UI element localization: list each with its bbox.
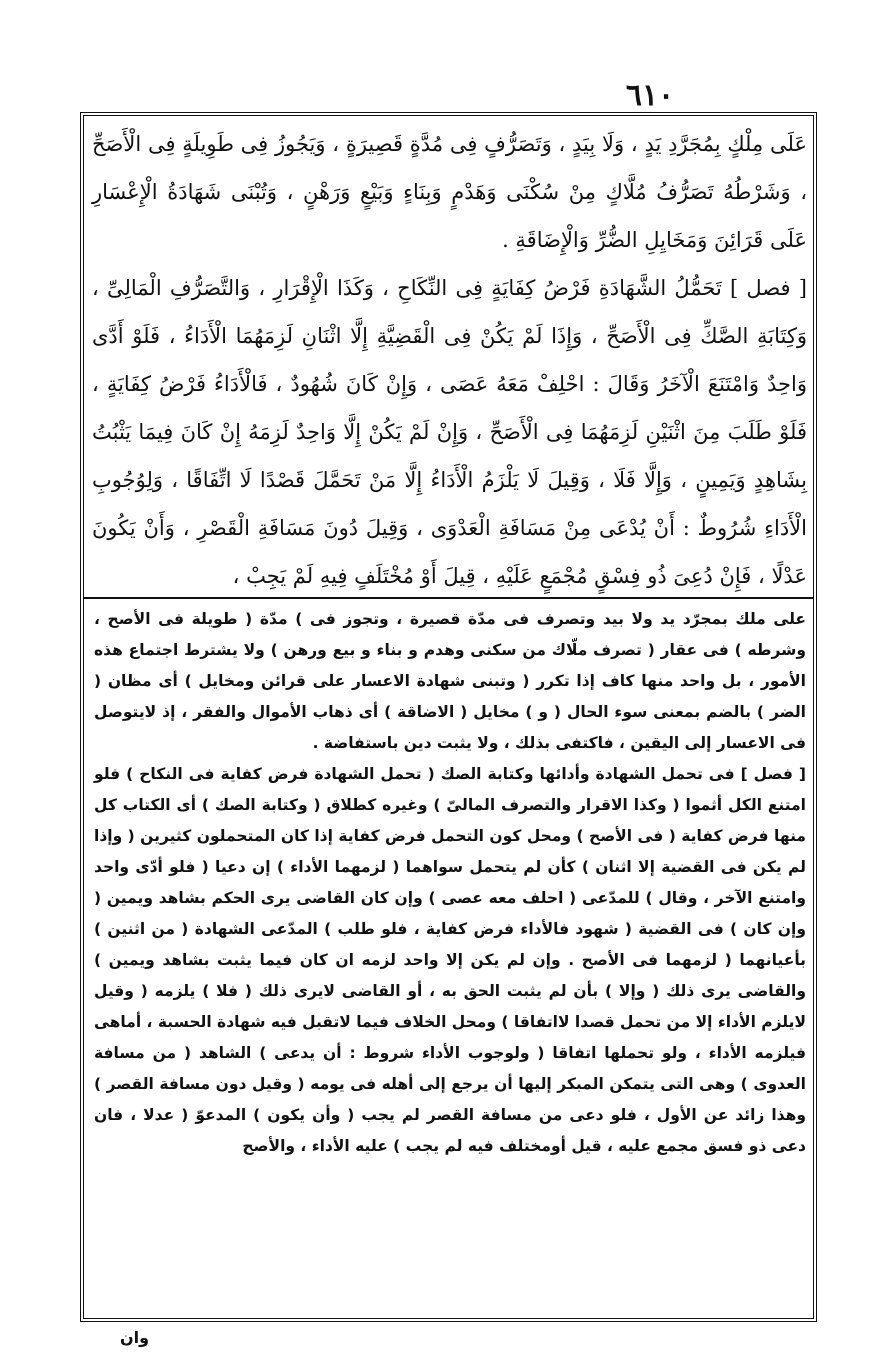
page-number: ٦١٠	[625, 78, 675, 113]
commentary-block	[94, 604, 806, 1316]
matn-paragraph: [ فصل ] تَحَمُّلُ الشَّهَادَةِ فَرْضُ كِفَايَةٍ فِى النِّكَاحِ ، وَكَذَا الْإِقْرَارِ ، وَالتَّصَرُّفِ الْمَالِىِّ ، وَكِتَابَةِ الصَّكِّ فِى الْأَصَحِّ ، وَإِذَا لَمْ يَكُنْ فِى الْقَضِيَّةِ إِلَّا اثْنَانِ لَزِمَهُمَا الْأَدَاءُ ، فَلَوْ أَدَّى وَاحِدٌ وَامْتَنَعَ الْآخَرُ وَقَالَ : احْلِفْ مَعَهُ عَصَى ، وَإِنْ كَانَ شُهُودٌ ، فَالْأَدَاءُ فَرْضُ كِفَايَةٍ ، فَلَوْ طَلَبَ مِنَ اثْنَيْنِ لَزِمَهُمَا فِى الْأَصَحِّ ، وَإِنْ لَمْ يَكُنْ إِلَّا وَاحِدٌ لَزِمَهُ إِنْ كَانَ فِيمَا يَثْبُتُ بِشَاهِدٍ وَيَمِينٍ ، وَإِلَّا فَلَا ، وَقِيلَ لَا يَلْزَمُ الْأَدَاءُ إِلَّا مَنْ تَحَمَّلَ قَصْدًا لَا اتِّفَاقًا ، وَلِوُجُوبِ الْأَدَاءِ شُرُوطٌ : أَنْ يُدْعَى مِنْ مَسَافَةِ الْعَدْوَى ، وَقِيلَ دُونَ مَسَافَةِ الْقَصْرِ ، وَأَنْ يَكُونَ عَدْلًا ، فَإِنْ دُعِىَ ذُو فِسْقٍ مُجْمَعٍ عَلَيْهِ ، قِيلَ أَوْ مُخْتَلَفٍ فِيهِ لَمْ يَجِبْ ،	[92, 276, 807, 588]
catchword: وان	[120, 1328, 150, 1347]
commentary-paragraph: على ملك بمجرّد يد ولا بيد وتصرف فى مدّة قصيرة ، وتجوز فى ) مدّة ( طويلة فى الأصح ، وشرطه ) فى عقار ( تصرف ملّاك من سكنى وهدم و بناء و بيع ورهن ) ولا يشترط اجتماع هذه الأمور ، بل واحد منها كاف إذا تكرر ( وتبنى شهادة الاعسار على قرائن ومخايل ) أى مظان ( الضر ) بالضم بمعنى سوء الحال ( و ) مخايل ( الاضاقة ) أى ذهاب الأموال والفقر ، إذ لايتوصل فى الاعسار إلى اليقين ، فاكتفى بذلك ، ولا يثبت دين باستفاضة .	[94, 610, 806, 752]
section-divider	[84, 597, 813, 599]
matn-paragraph: عَلَى مِلْكٍ بِمُجَرَّدِ يَدٍ ، وَلَا بِيَدٍ ، وَتَصَرُّفٍ فِى مُدَّةٍ قَصِيرَةٍ ، وَيَجُوزُ فِى طَوِيلَةٍ فِى الْأَصَحِّ ، وَشَرْطُهُ تَصَرُّفُ مُلَّاكٍ مِنْ سُكْنَى وَهَدْمٍ وَبِنَاءٍ وَبَيْعٍ وَرَهْنٍ ، وَتُبْنَى شَهَادَةُ الْإِعْسَارِ عَلَى قَرَائِنَ وَمَخَايِلِ الضُّرِّ وَالْإِضَاقَةِ .	[92, 132, 807, 252]
commentary-paragraph: [ فصل ] فى تحمل الشهادة وأدائها وكتابة الصك ( تحمل الشهادة فرض كفاية فى النكاح ) فلو امتنع الكل أثموا ( وكذا الاقرار والتصرف المالىّ ) وغيره كطلاق ( وكتابة الصك ) أى الكتاب كل منها فرض كفاية ( فى الأصح ) ومحل كون التحمل فرض كفاية إذا كان المتحملون كثيرين ( وإذا لم يكن فى القضية إلا اثنان ) كأن لم يتحمل سواهما ( لزمهما الأداء ) إن دعيا ( فلو أدّى واحد وامتنع الآخر ، وقال ) للمدّعى ( احلف معه عصى ) وإن كان القاضى يرى الحكم بشاهد ويمين ( وإن كان ) فى القضية ( شهود فالأداء فرض كفاية ، فلو طلب ) المدّعى الشهادة ( من اثنين ) بأعيانهما ( لزمهما فى الأصح . وإن لم يكن إلا واحد لزمه ان كان فيما يثبت بشاهد ويمين ) والقاضى يرى ذلك ( وإلا ) بأن لم يثبت الحق به ، أو القاضى لايرى ذلك ( فلا ) يلزمه ( وقيل لايلزم الأداء إلا من تحمل قصدا لااتفاقا ) ومحل الخلاف فيما لاتقبل فيه شهادة الحسبة ، أماهى فيلزمه الأداء ، ولو تحملها اتفاقا ( ولوجوب الأداء شروط : أن يدعى ) الشاهد ( من مسافة العدوى ) وهى التى يتمكن المبكر إليها أن يرجع إلى أهله فى يومه ( وقيل دون مسافة القصر ) وهذا زائد عن الأول ، فلو دعى من مسافة القصر لم يجب ( وأن يكون ) المدعوّ ( عدلا ، فان دعى ذو فسق مجمع عليه ، قيل أومختلف فيه لم يجب ) عليه الأداء ، والأصح	[94, 765, 806, 1155]
main-text-block	[92, 120, 807, 590]
